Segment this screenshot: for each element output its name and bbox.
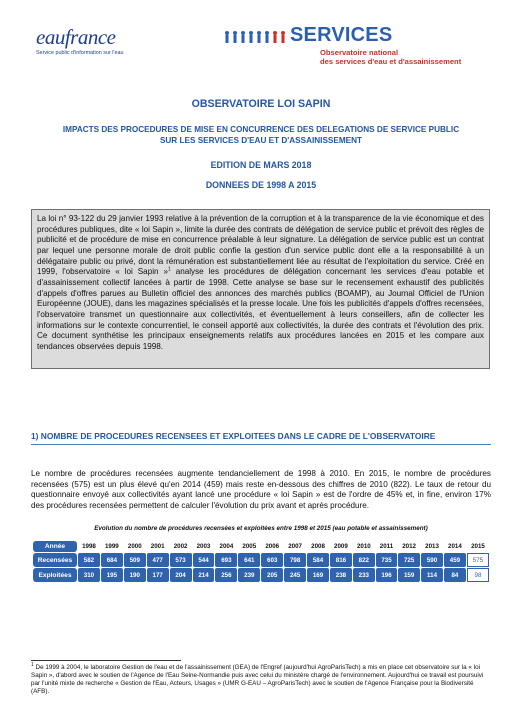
year-cell: 2014 bbox=[444, 541, 466, 552]
value-cell: 544 bbox=[193, 553, 215, 567]
value-cell: 195 bbox=[101, 568, 123, 582]
year-cell: 2012 bbox=[398, 541, 420, 552]
value-cell: 575 bbox=[467, 553, 489, 567]
value-cell: 735 bbox=[376, 553, 397, 567]
logo-word-eau: eau bbox=[36, 25, 65, 49]
value-cell: 459 bbox=[444, 553, 466, 567]
value-cell: 196 bbox=[376, 568, 397, 582]
year-cell: 2015 bbox=[467, 541, 489, 552]
services-tagline-2: des services d'eau et d'assainissement bbox=[320, 57, 462, 66]
year-cell: 2009 bbox=[330, 541, 352, 552]
value-cell: 573 bbox=[170, 553, 192, 567]
section-heading: 1) NOMBRE DE PROCEDURES RECENSEES ET EXPLOITEES DANS LE CADRE DE L'OBSERVATOIRE bbox=[31, 431, 491, 445]
page-header bbox=[0, 0, 522, 78]
value-cell: 798 bbox=[284, 553, 306, 567]
footnote-number: 1 bbox=[31, 661, 34, 668]
footnote-reference[interactable]: 1 bbox=[167, 266, 171, 273]
value-cell: 214 bbox=[193, 568, 215, 582]
value-cell: 684 bbox=[101, 553, 123, 567]
value-cell: 477 bbox=[147, 553, 169, 567]
year-cell: 2002 bbox=[170, 541, 192, 552]
value-cell: 159 bbox=[398, 568, 420, 582]
intro-box bbox=[31, 209, 490, 369]
value-cell: 590 bbox=[421, 553, 443, 567]
year-cell: 2004 bbox=[215, 541, 237, 552]
value-cell: 114 bbox=[421, 568, 443, 582]
edition-label: EDITION DE MARS 2018 bbox=[210, 160, 312, 170]
subtitle-line-2: SUR LES SERVICES D'EAU ET D'ASSAINISSEMENT bbox=[159, 136, 363, 145]
subtitle-line-1: IMPACTS DES PROCEDURES DE MISE EN CONCURRENCE DES DELEGATIONS DE SERVICE PUBLIC bbox=[62, 125, 460, 134]
table-row bbox=[33, 553, 489, 567]
document-subtitle bbox=[0, 124, 522, 146]
year-cell: 1998 bbox=[78, 541, 100, 552]
value-cell: 641 bbox=[238, 553, 260, 567]
value-cell: 238 bbox=[330, 568, 352, 582]
services-wordmark: SERVICES bbox=[290, 24, 393, 46]
procedures-table bbox=[32, 540, 490, 583]
table-caption: Evolution du nombre de procédures recensées et exploitées entre 1998 et 2015 (eau potable et assainissement) bbox=[94, 525, 428, 532]
year-cell: 2010 bbox=[353, 541, 375, 552]
value-cell: 582 bbox=[78, 553, 100, 567]
eaufrance-wordmark bbox=[36, 26, 136, 48]
value-cell: 169 bbox=[307, 568, 329, 582]
value-cell: 693 bbox=[215, 553, 237, 567]
value-cell: 205 bbox=[261, 568, 283, 582]
value-cell: 84 bbox=[444, 568, 466, 582]
section-paragraph: Le nombre de procédures recensées augmente tendanciellement de 1998 à 2010. En 2015, le nombre de procédures recensées (575) est un plus élevé qu'en 2014 (459) mais reste en-dessous des chiffres de 2010 (822). Le taux de retour du questionnaire envoyé aux collectivités ayant lancé une procédure « loi Sapin » est de l'ordre de 45% et, in fine, environ 17% des procédures recensées permettent de calculer l'évolution du prix avant et après procédure. bbox=[31, 469, 491, 510]
year-cell: 2001 bbox=[147, 541, 169, 552]
value-cell: 233 bbox=[353, 568, 375, 582]
value-cell: 822 bbox=[353, 553, 375, 567]
year-cell: 1999 bbox=[101, 541, 123, 552]
year-cell: 2011 bbox=[376, 541, 397, 552]
value-cell: 816 bbox=[330, 553, 352, 567]
value-cell: 239 bbox=[238, 568, 260, 582]
value-cell: 190 bbox=[124, 568, 146, 582]
value-cell: 725 bbox=[398, 553, 420, 567]
footnote bbox=[31, 661, 491, 696]
table-header-row bbox=[33, 541, 489, 552]
value-cell: 204 bbox=[170, 568, 192, 582]
year-cell: 2008 bbox=[307, 541, 329, 552]
eaufrance-logo bbox=[36, 26, 136, 56]
year-cell: 2003 bbox=[193, 541, 215, 552]
eaufrance-subtitle: Service public d'information sur l'eau bbox=[36, 50, 124, 56]
value-cell: 310 bbox=[78, 568, 100, 582]
table-row bbox=[33, 568, 489, 582]
row-label-cell: Exploitées bbox=[33, 568, 77, 582]
year-cell: 2006 bbox=[261, 541, 283, 552]
row-label-cell: Recensées bbox=[33, 553, 77, 567]
intro-text-part-2: analyse les procédures de délégation concernant les services d'eau potable et d'assainissement collectif lancées à partir de 1998. Cette analyse se base sur le recensement exhaustif des publicités d'appels d'offres parues au Bulletin officiel des annonces des marchés publics (BOAMP), au Journal Officiel de l'Union Européenne (JOUE), dans les magazines spécialisés et la presse locale. Une fois les publicités d'appels d'offres recensées, l'observatoire transmet un questionnaire aux collectivités, et éventuellement à leurs conseillers, afin de collecter les informations sur le contexte concurrentiel, le conseil apporté aux collectivités, la durée des contrats et l'évolution des prix. Ce document synthétise les principaux enseignements relatifs aux procédures lancées en 2015 et les compare aux tendances observées depuis 1998. bbox=[37, 267, 484, 351]
data-period-label: DONNEES DE 1998 A 2015 bbox=[205, 180, 317, 190]
value-cell: 603 bbox=[261, 553, 283, 567]
value-cell: 177 bbox=[147, 568, 169, 582]
year-cell: 2007 bbox=[284, 541, 306, 552]
services-logo bbox=[224, 22, 494, 70]
year-header-cell: Année bbox=[33, 541, 77, 552]
footnote-divider bbox=[31, 660, 181, 661]
year-cell: 2005 bbox=[238, 541, 260, 552]
intro-text-part-1: La loi n° 93-122 du 29 janvier 1993 relative à la prévention de la corruption et à la transparence de la vie économique et des procédures publiques, dite « loi Sapin », limite la durée des contrats de délégation de service public et prévoit des règles de publicité et de procédure de mise en concurrence préalable à leur signature. La délégation de service public est un contrat par lequel une personne morale de droit public confie la gestion d'un service public dont elle a la responsabilité à un délégataire public ou privé, dont la rémunération est substantiellement liée au résultat de l'exploitation du service. Créé en 1999, l'observatoire « loi Sapin » bbox=[37, 214, 484, 277]
value-cell: 256 bbox=[215, 568, 237, 582]
value-cell: 245 bbox=[284, 568, 306, 582]
footnote-text: De 1999 à 2004, le laboratoire Gestion de l'eau et de l'assainissement (GEA) de l'Engref (aujourd'hui AgroParisTech) a mis en place cet observatoire sur la « loi Sapin », d'abord avec le soutien de l'Agence de l'Eau Seine-Normandie puis avec celui du ministère chargé de l'environnement. Aujourd'hui ce travail est poursuivi par l'unité mixte de recherche « Gestion de l'Eau, Acteurs, Usages » (UMR G-EAU – AgroParisTech) avec le soutien de l'Agence Française pour la Biodiversité (AFB). bbox=[31, 664, 484, 696]
value-cell: 509 bbox=[124, 553, 146, 567]
value-cell: 584 bbox=[307, 553, 329, 567]
people-figures-icon bbox=[224, 30, 286, 46]
value-cell: 98 bbox=[467, 568, 489, 582]
year-cell: 2000 bbox=[124, 541, 146, 552]
services-tagline-1: Observatoire national bbox=[320, 48, 399, 57]
logo-word-france: france bbox=[64, 25, 116, 49]
year-cell: 2013 bbox=[421, 541, 443, 552]
document-title: OBSERVATOIRE LOI SAPIN bbox=[191, 98, 331, 110]
